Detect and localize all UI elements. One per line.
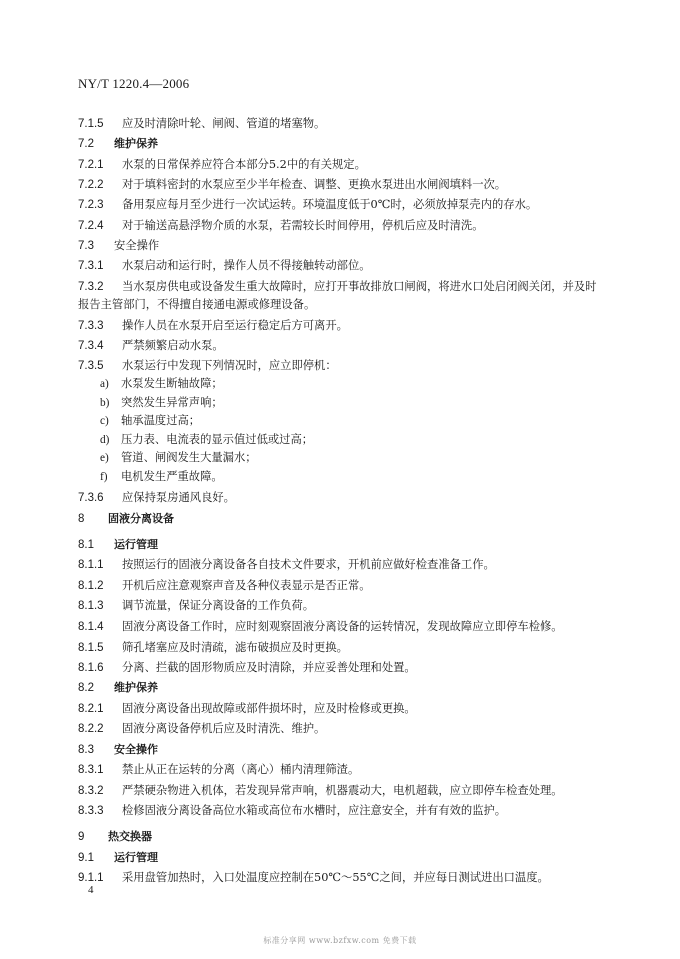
clause-line [78, 578, 371, 594]
clause-text: 运行管理 [114, 851, 158, 864]
clause-line [78, 358, 337, 374]
item-marker: d) [100, 434, 110, 446]
clause-text: 备用泵应每月至少进行一次试运转。环境温度低于0℃时，必须放掉泵壳内的存水。 [122, 198, 538, 211]
footer-watermark: 标准分享网 www.bzfxw.com 免费下载 [263, 936, 417, 945]
section-heading [78, 829, 152, 845]
clause-number: 8.3.1 [78, 764, 104, 776]
item-marker: a) [100, 378, 109, 390]
clause-text: 应及时清除叶轮、闸阀、管道的堵塞物。 [122, 117, 326, 130]
clause-number: 7.2.3 [78, 199, 104, 211]
clause-line [78, 557, 495, 573]
clause-line [78, 318, 348, 334]
clause-number: 8.3.2 [78, 785, 104, 797]
section-heading [78, 136, 158, 152]
clause-line [78, 701, 416, 717]
clause-text: 按照运行的固液分离设备各自技术文件要求，开机前应做好检查准备工作。 [122, 558, 495, 571]
clause-number: 8.3.3 [78, 805, 104, 817]
clause-number: 7.3.2 [78, 281, 104, 293]
clause-number: 8.2.2 [78, 723, 104, 735]
section-heading [78, 850, 158, 866]
clause-number: 9.1 [78, 852, 94, 864]
clause-text: 维护保养 [114, 137, 158, 150]
clause-number: 8.1.5 [78, 642, 104, 654]
list-item [100, 395, 223, 411]
clause-number: 8.1 [78, 539, 94, 551]
clause-text: 运行管理 [114, 538, 158, 551]
clause-text: 热交换器 [108, 830, 152, 843]
clause-number: 8.3 [78, 744, 94, 756]
clause-text: 应保持泵房通风良好。 [122, 491, 235, 504]
clause-text: 报告主管部门，不得擅自接通电源或修理设备。 [78, 298, 316, 311]
clause-text: 管道、闸阀发生大量漏水； [121, 451, 257, 464]
clause-text: 安全操作 [114, 239, 160, 252]
clause-line [78, 218, 484, 234]
clause-text: 水泵的日常保养应符合本部分5.2中的有关规定。 [122, 158, 366, 171]
clause-number: 8.2.1 [78, 703, 104, 715]
clause-line [78, 640, 348, 656]
page-number: 4 [88, 884, 94, 896]
item-marker: f) [100, 471, 108, 483]
clause-number: 7.3.6 [78, 492, 104, 504]
clause-number: 7.2.1 [78, 159, 104, 171]
clause-text: 固液分离设备停机后应及时清洗、维护。 [122, 722, 326, 735]
clause-line [78, 197, 537, 213]
clause-text: 严禁频繁启动水泵。 [122, 339, 224, 352]
section-heading [78, 511, 174, 527]
clause-text: 操作人员在水泵开启至运行稳定后方可离开。 [122, 319, 348, 332]
clause-text: 固液分离设备工作时，应时刻观察固液分离设备的运转情况，发现故障应立即停车检修。 [122, 620, 563, 633]
clause-line [78, 721, 325, 737]
clause-text: 突然发生异常声响； [121, 396, 223, 409]
clause-number: 7.3.4 [78, 340, 104, 352]
clause-line [78, 619, 563, 635]
clause-number: 8.1.3 [78, 600, 104, 612]
clause-text: 严禁硬杂物进入机体，若发现异常声响，机器震动大，电机超载，应立即停车检查处理。 [122, 784, 563, 797]
clause-text: 安全操作 [114, 743, 158, 756]
clause-number: 9 [78, 831, 85, 843]
clause-line [78, 258, 371, 274]
clause-text: 轴承温度过高； [121, 414, 201, 427]
clause-line [78, 338, 224, 354]
clause-text: 分离、拦截的固形物质应及时清除，并应妥善处理和处置。 [122, 661, 416, 674]
list-item [100, 432, 313, 448]
clause-number: 7.3.1 [78, 260, 104, 272]
clause-line [78, 783, 563, 799]
clause-text: 开机后应注意观察声音及各种仪表显示是否正常。 [122, 579, 371, 592]
clause-line [78, 870, 549, 886]
clause-line [78, 598, 314, 614]
clause-line [78, 157, 366, 173]
list-item [100, 413, 200, 429]
clause-text: 调节流量，保证分离设备的工作负荷。 [122, 599, 315, 612]
list-item [100, 469, 223, 485]
clause-line [78, 116, 325, 132]
list-item [100, 450, 257, 466]
item-marker: b) [100, 397, 110, 409]
clause-number: 8.2 [78, 682, 94, 694]
clause-text: 电机发生严重故障。 [121, 470, 223, 483]
clause-number: 7.2.2 [78, 179, 104, 191]
section-heading [78, 742, 158, 758]
clause-text: 水泵发生断轴故障； [121, 377, 223, 390]
clause-text: 采用盘管加热时，入口处温度应控制在50℃～55℃之间，并应每日测试进出口温度。 [122, 871, 549, 884]
clause-text: 筛孔堵塞应及时清疏，滤布破损应及时更换。 [122, 641, 348, 654]
clause-number: 8.1.1 [78, 559, 104, 571]
clause-text: 水泵启动和运行时，操作人员不得接触转动部位。 [122, 259, 371, 272]
clause-number: 8 [78, 513, 85, 525]
clause-line [78, 762, 359, 778]
clause-number: 8.1.6 [78, 662, 104, 674]
clause-text: 压力表、电流表的显示值过低或过高； [121, 433, 314, 446]
clause-number: 7.3.5 [78, 360, 104, 372]
section-heading [78, 537, 158, 553]
clause-text: 维护保养 [114, 681, 158, 694]
clause-text: 对于输送高悬浮物介质的水泵，若需较长时间停用，停机后应及时清洗。 [122, 219, 484, 232]
clause-text: 水泵运行中发现下列情况时，应立即停机： [122, 359, 337, 372]
clause-line [78, 297, 315, 312]
section-heading [78, 238, 159, 254]
section-heading [78, 680, 158, 696]
clause-text: 当水泵房供电或设备发生重大故障时，应打开事故排放口闸阀，将进水口处启闭阀关闭，并及时 [122, 280, 597, 293]
clause-text: 固液分离设备 [108, 512, 174, 525]
clause-number: 7.1.5 [78, 118, 104, 130]
clause-number: 7.3 [78, 240, 94, 252]
clause-number: 7.2 [78, 138, 94, 150]
clause-number: 7.2.4 [78, 220, 104, 232]
clause-text: 禁止从正在运转的分离（离心）桶内清理筛渣。 [122, 763, 360, 776]
item-marker: c) [100, 415, 109, 427]
item-marker: e) [100, 452, 109, 464]
clause-text: 对于填料密封的水泵应至少半年检查、调整、更换水泵进出水闸阀填料一次。 [122, 178, 507, 191]
clause-number: 8.1.4 [78, 621, 104, 633]
clause-text: 固液分离设备出现故障或部件损坏时，应及时检修或更换。 [122, 702, 416, 715]
clause-number: 9.1.1 [78, 872, 104, 884]
clause-line [78, 279, 596, 295]
clause-line [78, 490, 235, 506]
standard-code: NY/T 1220.4—2006 [78, 76, 190, 91]
clause-line [78, 660, 416, 676]
clause-number: 7.3.3 [78, 320, 104, 332]
list-item [100, 376, 223, 392]
clause-line [78, 803, 506, 819]
clause-line [78, 177, 506, 193]
clause-text: 检修固液分离设备高位水箱或高位布水槽时，应注意安全，并有有效的监护。 [122, 804, 507, 817]
clause-number: 8.1.2 [78, 580, 104, 592]
